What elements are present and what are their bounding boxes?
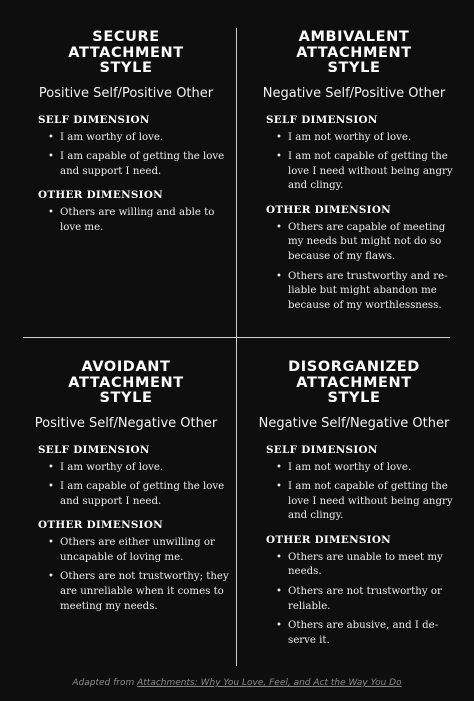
credit-prefix: Adapted from — [72, 678, 138, 688]
title-line: ATTACHMENT — [68, 44, 184, 61]
self-dimension-list — [250, 131, 458, 194]
quadrant-subtitle: Positive Self/Negative Other — [34, 415, 218, 431]
list-item: • I am not capable of getting the love I need without being angry and clingy. — [276, 150, 458, 194]
list-item: • Others are either unwilling or uncapable of loving me. — [48, 536, 230, 565]
list-item: • I am not worthy of love. — [276, 461, 458, 476]
other-dimension-heading: OTHER DIMENSION — [38, 189, 163, 202]
quadrant-title — [22, 360, 230, 407]
self-dimension-heading: SELF DIMENSION — [266, 113, 378, 126]
title-line: ATTACHMENT — [296, 374, 412, 391]
other-dimension-heading: OTHER DIMENSION — [266, 533, 391, 546]
self-dimension-heading: SELF DIMENSION — [38, 443, 150, 456]
other-dimension-list — [250, 221, 458, 314]
list-item: • Others are not trustworthy or reliable. — [276, 585, 458, 614]
other-dimension-heading: OTHER DIMENSION — [38, 519, 163, 532]
title-line: AMBIVALENT — [298, 29, 410, 45]
title-line: STYLE — [327, 60, 381, 76]
list-item: • Others are unable to meet my needs. — [276, 551, 458, 580]
other-dimension-list — [250, 551, 458, 649]
title-line: STYLE — [99, 60, 153, 76]
list-item: • I am capable of getting the love and support I need. — [48, 480, 230, 509]
title-line: DISORGANIZED — [288, 359, 420, 375]
title-line: STYLE — [327, 390, 381, 406]
quadrant-ambivalent — [250, 30, 458, 318]
quadrant-subtitle: Positive Self/Positive Other — [38, 85, 214, 101]
quadrant-avoidant — [22, 360, 230, 619]
quadrant-secure — [22, 30, 230, 240]
list-item: • I am worthy of love. — [48, 461, 230, 476]
quadrant-subtitle: Negative Self/Negative Other — [258, 415, 450, 431]
book-title-link[interactable]: Attachments: Why You Love, Feel, and Act the Way You Do — [137, 678, 402, 688]
list-item: • Others are trustworthy and re- liable but might abandon me because of my worthlessness. — [276, 270, 458, 314]
list-item: • Others are capable of meeting my needs but might not do so because of my flaws. — [276, 221, 458, 265]
list-item: • Others are willing and able to love me. — [48, 206, 230, 235]
self-dimension-heading: SELF DIMENSION — [38, 113, 150, 126]
title-line: SECURE — [92, 29, 160, 45]
quadrant-title — [250, 30, 458, 77]
title-line: AVOIDANT — [81, 359, 171, 375]
list-item: • I am not worthy of love. — [276, 131, 458, 146]
other-dimension-heading: OTHER DIMENSION — [266, 203, 391, 216]
other-dimension-list — [22, 206, 230, 235]
list-item: • I am not capable of getting the love I need without being angry and clingy. — [276, 480, 458, 524]
vertical-divider — [236, 28, 237, 666]
quadrant-title — [22, 30, 230, 77]
list-item: • Others are abusive, and I de- serve it. — [276, 619, 458, 648]
title-line: ATTACHMENT — [296, 44, 412, 61]
self-dimension-list — [250, 461, 458, 524]
self-dimension-list — [22, 461, 230, 510]
quadrant-subtitle: Negative Self/Positive Other — [262, 85, 446, 101]
list-item: • I am worthy of love. — [48, 131, 230, 146]
list-item: • I am capable of getting the love and support I need. — [48, 150, 230, 179]
self-dimension-list — [22, 131, 230, 180]
self-dimension-heading: SELF DIMENSION — [266, 443, 378, 456]
quadrant-title — [250, 360, 458, 407]
horizontal-divider — [23, 337, 450, 338]
list-item: • Others are not trustworthy; they are unreliable when it comes to meeting my needs. — [48, 570, 230, 614]
title-line: STYLE — [99, 390, 153, 406]
other-dimension-list — [22, 536, 230, 614]
title-line: ATTACHMENT — [68, 374, 184, 391]
source-credit — [0, 678, 474, 688]
quadrant-disorganized — [250, 360, 458, 653]
